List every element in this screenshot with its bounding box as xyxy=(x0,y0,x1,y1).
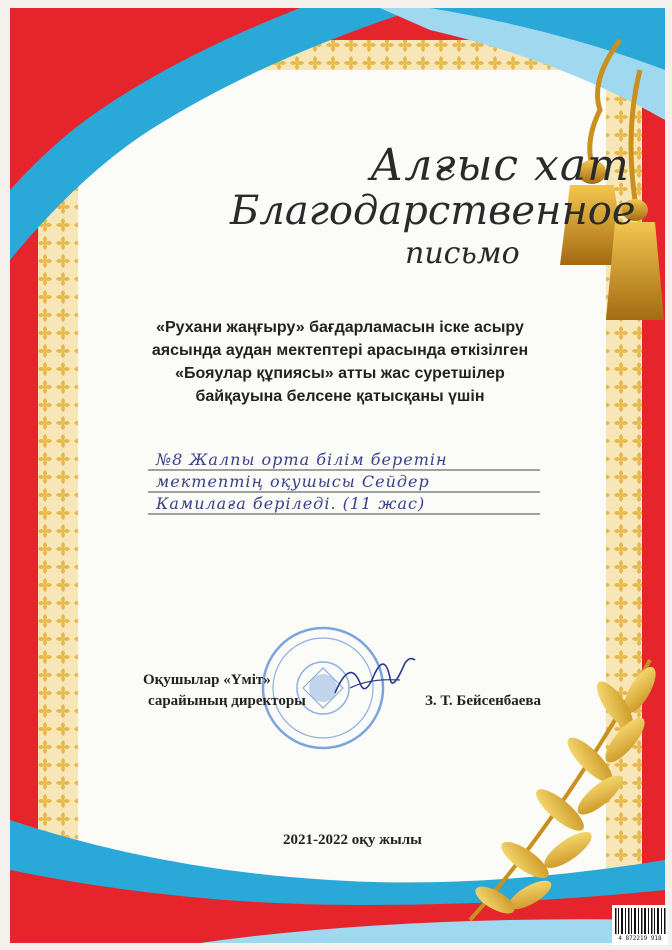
handwritten-line: Камилаға беріледі. (11 жас) xyxy=(156,494,426,513)
signer-title-line1: Оқушылар «Үміт» xyxy=(143,672,271,688)
title-russian-line1: Благодарственное xyxy=(230,188,636,234)
body-line: «Бояулар құпиясы» атты жас суретшілер xyxy=(175,365,505,382)
signature-icon xyxy=(330,648,420,708)
certificate-body xyxy=(140,316,540,408)
signer-name: З. Т. Бейсенбаева xyxy=(425,693,542,709)
barcode-number: 4 872219 918 xyxy=(618,935,662,942)
title-kazakh: Алғыс хат xyxy=(370,140,630,191)
academic-year: 2021-2022 оқу жылы xyxy=(283,832,422,848)
body-line: байқауына белсене қатысқаны үшін xyxy=(195,388,485,405)
body-line: «Рухани жаңғыру» бағдарламасын іске асыру xyxy=(156,319,524,336)
body-line: аясында аудан мектептері арасында өткізілген xyxy=(151,342,529,359)
title-russian-line2: письмо xyxy=(405,236,520,271)
handwritten-line: №8 Жалпы орта білім беретін xyxy=(156,450,448,469)
handwritten-line: мектептің оқушысы Сейдер xyxy=(156,472,430,491)
signer-title-line2: сарайының директоры xyxy=(148,693,306,709)
